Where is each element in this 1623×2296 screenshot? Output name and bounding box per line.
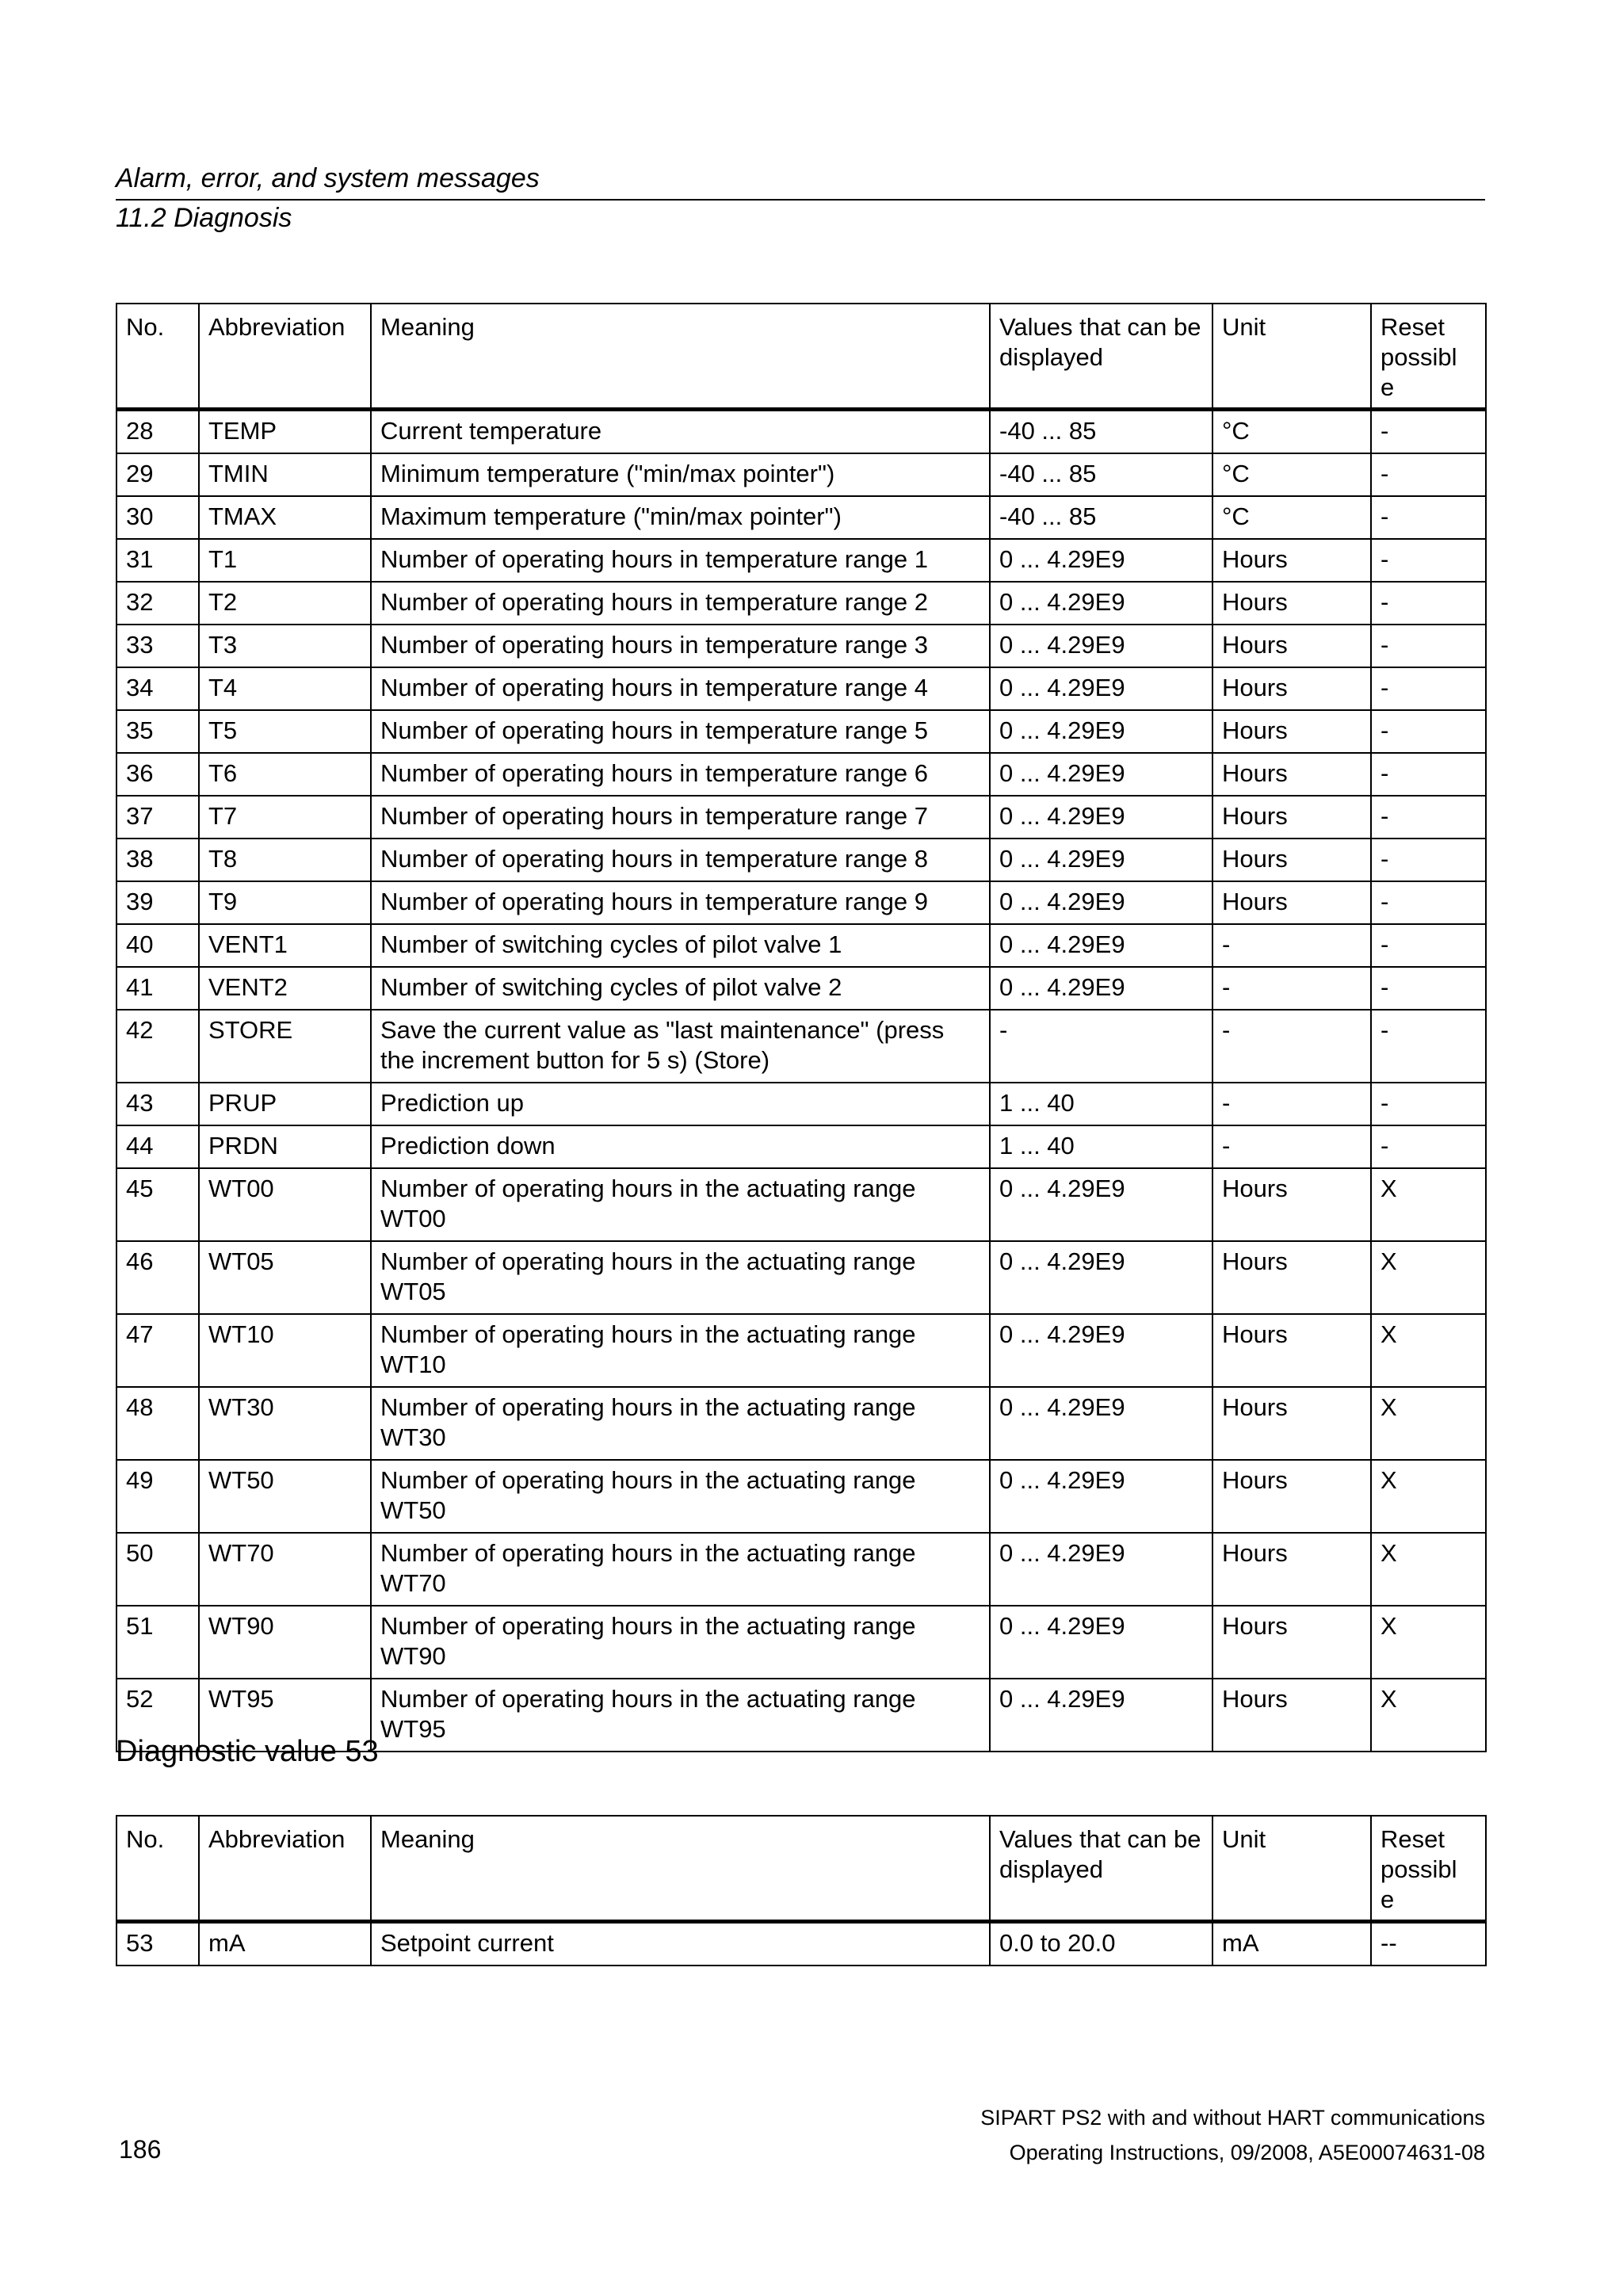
table-row — [116, 967, 1486, 1010]
cell-no: 32 — [116, 582, 199, 625]
cell-meaning: Number of operating hours in the actuating range WT70 — [371, 1533, 990, 1606]
cell-unit: Hours — [1212, 1168, 1371, 1241]
cell-no: 51 — [116, 1606, 199, 1679]
cell-meaning: Save the current value as "last maintenance" (press the increment button for 5 s) (Store) — [371, 1010, 990, 1083]
table-row — [116, 753, 1486, 796]
cell-reset: X — [1371, 1387, 1486, 1460]
cell-no: 30 — [116, 496, 199, 539]
cell-reset: X — [1371, 1168, 1486, 1241]
cell-abbreviation: T6 — [199, 753, 371, 796]
cell-values: 0 ... 4.29E9 — [990, 967, 1212, 1010]
cell-reset: - — [1371, 496, 1486, 539]
table-row — [116, 1606, 1486, 1679]
cell-values: 0 ... 4.29E9 — [990, 1606, 1212, 1679]
cell-no: 44 — [116, 1125, 199, 1168]
cell-abbreviation: WT00 — [199, 1168, 371, 1241]
cell-values: 0 ... 4.29E9 — [990, 753, 1212, 796]
cell-abbreviation: WT50 — [199, 1460, 371, 1533]
cell-reset: X — [1371, 1533, 1486, 1606]
cell-no: 40 — [116, 924, 199, 967]
cell-no: 36 — [116, 753, 199, 796]
cell-no: 33 — [116, 625, 199, 667]
cell-abbreviation: TEMP — [199, 410, 371, 454]
cell-values: 0 ... 4.29E9 — [990, 667, 1212, 710]
cell-reset: - — [1371, 453, 1486, 496]
diagnostic-values-table — [116, 303, 1487, 1752]
cell-abbreviation: PRUP — [199, 1083, 371, 1125]
table-header-row — [116, 1816, 1486, 1922]
cell-no: 43 — [116, 1083, 199, 1125]
cell-no: 46 — [116, 1241, 199, 1314]
cell-values: 0 ... 4.29E9 — [990, 1533, 1212, 1606]
cell-values: 0.0 to 20.0 — [990, 1922, 1212, 1966]
cell-meaning: Number of operating hours in temperature range 1 — [371, 539, 990, 582]
section-heading: Diagnostic value 53 — [116, 1735, 379, 1768]
cell-unit: Hours — [1212, 1606, 1371, 1679]
cell-reset: -- — [1371, 1922, 1486, 1966]
cell-unit: - — [1212, 1083, 1371, 1125]
cell-values: 0 ... 4.29E9 — [990, 582, 1212, 625]
cell-reset: X — [1371, 1460, 1486, 1533]
cell-no: 48 — [116, 1387, 199, 1460]
table-row — [116, 839, 1486, 881]
cell-abbreviation: WT30 — [199, 1387, 371, 1460]
cell-no: 35 — [116, 710, 199, 753]
table-body — [116, 1922, 1486, 1966]
cell-meaning: Number of operating hours in the actuating range WT00 — [371, 1168, 990, 1241]
table-row — [116, 582, 1486, 625]
table-row — [116, 1922, 1486, 1966]
cell-meaning: Number of switching cycles of pilot valve 1 — [371, 924, 990, 967]
cell-meaning: Number of operating hours in temperature range 5 — [371, 710, 990, 753]
table-row — [116, 453, 1486, 496]
cell-meaning: Number of operating hours in temperature range 7 — [371, 796, 990, 839]
cell-values: 0 ... 4.29E9 — [990, 1460, 1212, 1533]
table-row — [116, 796, 1486, 839]
cell-abbreviation: TMIN — [199, 453, 371, 496]
cell-values: 0 ... 4.29E9 — [990, 710, 1212, 753]
footer-product: SIPART PS2 with and without HART communications — [980, 2106, 1485, 2130]
running-header — [116, 159, 1485, 238]
table-body — [116, 410, 1486, 1752]
cell-unit: Hours — [1212, 839, 1371, 881]
cell-unit: °C — [1212, 496, 1371, 539]
cell-abbreviation: TMAX — [199, 496, 371, 539]
col-header-no: No. — [116, 304, 199, 410]
table-row — [116, 539, 1486, 582]
cell-no: 52 — [116, 1679, 199, 1752]
cell-meaning: Setpoint current — [371, 1922, 990, 1966]
cell-reset: - — [1371, 796, 1486, 839]
table-row — [116, 1533, 1486, 1606]
cell-no: 29 — [116, 453, 199, 496]
table-row — [116, 1168, 1486, 1241]
cell-unit: Hours — [1212, 625, 1371, 667]
cell-meaning: Number of operating hours in the actuating range WT50 — [371, 1460, 990, 1533]
cell-values: 0 ... 4.29E9 — [990, 881, 1212, 924]
table-row — [116, 924, 1486, 967]
cell-meaning: Prediction up — [371, 1083, 990, 1125]
cell-reset: - — [1371, 625, 1486, 667]
cell-abbreviation: VENT2 — [199, 967, 371, 1010]
cell-reset: X — [1371, 1241, 1486, 1314]
cell-unit: Hours — [1212, 539, 1371, 582]
cell-unit: Hours — [1212, 753, 1371, 796]
table-row — [116, 1125, 1486, 1168]
cell-unit: mA — [1212, 1922, 1371, 1966]
table-row — [116, 1241, 1486, 1314]
cell-meaning: Minimum temperature ("min/max pointer") — [371, 453, 990, 496]
col-header-reset: Reset possibl e — [1371, 304, 1486, 410]
chapter-title: Alarm, error, and system messages — [116, 163, 540, 193]
cell-unit: °C — [1212, 410, 1371, 454]
cell-reset: X — [1371, 1679, 1486, 1752]
cell-meaning: Number of operating hours in temperature range 2 — [371, 582, 990, 625]
cell-no: 31 — [116, 539, 199, 582]
table-row — [116, 410, 1486, 454]
cell-reset: - — [1371, 1083, 1486, 1125]
cell-abbreviation: STORE — [199, 1010, 371, 1083]
cell-no: 50 — [116, 1533, 199, 1606]
cell-unit: Hours — [1212, 1533, 1371, 1606]
col-header-reset: Reset possibl e — [1371, 1816, 1486, 1922]
cell-reset: - — [1371, 881, 1486, 924]
cell-unit: - — [1212, 1010, 1371, 1083]
page-footer — [980, 2100, 1485, 2170]
table-row — [116, 1010, 1486, 1083]
col-header-values: Values that can be displayed — [990, 1816, 1212, 1922]
cell-values: 0 ... 4.29E9 — [990, 1168, 1212, 1241]
cell-reset: - — [1371, 753, 1486, 796]
table-row — [116, 1083, 1486, 1125]
cell-reset: - — [1371, 924, 1486, 967]
table-row — [116, 710, 1486, 753]
cell-abbreviation: VENT1 — [199, 924, 371, 967]
cell-meaning: Number of operating hours in temperature range 4 — [371, 667, 990, 710]
cell-unit: Hours — [1212, 881, 1371, 924]
cell-reset: - — [1371, 539, 1486, 582]
cell-values: 0 ... 4.29E9 — [990, 539, 1212, 582]
cell-unit: Hours — [1212, 582, 1371, 625]
col-header-meaning: Meaning — [371, 1816, 990, 1922]
cell-values: -40 ... 85 — [990, 453, 1212, 496]
header-rule — [116, 199, 1485, 201]
cell-abbreviation: T2 — [199, 582, 371, 625]
table-row — [116, 625, 1486, 667]
cell-abbreviation: T9 — [199, 881, 371, 924]
cell-values: 0 ... 4.29E9 — [990, 796, 1212, 839]
cell-values: 0 ... 4.29E9 — [990, 1314, 1212, 1387]
diagnostic-value-53-table — [116, 1815, 1487, 1966]
table-row — [116, 496, 1486, 539]
cell-no: 47 — [116, 1314, 199, 1387]
cell-meaning: Number of operating hours in the actuating range WT30 — [371, 1387, 990, 1460]
col-header-no: No. — [116, 1816, 199, 1922]
cell-unit: Hours — [1212, 1387, 1371, 1460]
cell-abbreviation: T8 — [199, 839, 371, 881]
cell-meaning: Number of switching cycles of pilot valve 2 — [371, 967, 990, 1010]
cell-unit: - — [1212, 1125, 1371, 1168]
col-header-unit: Unit — [1212, 304, 1371, 410]
cell-reset: - — [1371, 839, 1486, 881]
page-number: 186 — [119, 2135, 162, 2164]
cell-values: -40 ... 85 — [990, 496, 1212, 539]
cell-no: 41 — [116, 967, 199, 1010]
footer-document: Operating Instructions, 09/2008, A5E00074631-08 — [1009, 2141, 1485, 2164]
cell-abbreviation: T1 — [199, 539, 371, 582]
cell-unit: Hours — [1212, 1314, 1371, 1387]
cell-reset: - — [1371, 1010, 1486, 1083]
cell-abbreviation: WT95 — [199, 1679, 371, 1752]
cell-meaning: Number of operating hours in the actuating range WT05 — [371, 1241, 990, 1314]
table-row — [116, 1460, 1486, 1533]
cell-reset: X — [1371, 1314, 1486, 1387]
cell-abbreviation: T7 — [199, 796, 371, 839]
cell-values: 0 ... 4.29E9 — [990, 1241, 1212, 1314]
cell-no: 49 — [116, 1460, 199, 1533]
cell-values: - — [990, 1010, 1212, 1083]
cell-reset: - — [1371, 667, 1486, 710]
cell-no: 45 — [116, 1168, 199, 1241]
cell-reset: X — [1371, 1606, 1486, 1679]
table-row — [116, 667, 1486, 710]
table-row — [116, 1314, 1486, 1387]
cell-values: 1 ... 40 — [990, 1125, 1212, 1168]
cell-abbreviation: WT90 — [199, 1606, 371, 1679]
col-header-values: Values that can be displayed — [990, 304, 1212, 410]
cell-meaning: Number of operating hours in temperature range 3 — [371, 625, 990, 667]
table-row — [116, 1387, 1486, 1460]
cell-meaning: Prediction down — [371, 1125, 990, 1168]
cell-no: 37 — [116, 796, 199, 839]
cell-no: 42 — [116, 1010, 199, 1083]
cell-unit: Hours — [1212, 710, 1371, 753]
cell-abbreviation: T5 — [199, 710, 371, 753]
cell-no: 28 — [116, 410, 199, 454]
cell-unit: - — [1212, 967, 1371, 1010]
cell-meaning: Number of operating hours in the actuating range WT10 — [371, 1314, 990, 1387]
cell-abbreviation: PRDN — [199, 1125, 371, 1168]
col-header-abbreviation: Abbreviation — [199, 304, 371, 410]
cell-reset: - — [1371, 710, 1486, 753]
cell-reset: - — [1371, 410, 1486, 454]
col-header-abbreviation: Abbreviation — [199, 1816, 371, 1922]
cell-values: 0 ... 4.29E9 — [990, 1679, 1212, 1752]
cell-unit: Hours — [1212, 796, 1371, 839]
cell-values: 1 ... 40 — [990, 1083, 1212, 1125]
cell-no: 53 — [116, 1922, 199, 1966]
cell-meaning: Current temperature — [371, 410, 990, 454]
col-header-unit: Unit — [1212, 1816, 1371, 1922]
cell-abbreviation: mA — [199, 1922, 371, 1966]
cell-no: 38 — [116, 839, 199, 881]
cell-no: 34 — [116, 667, 199, 710]
cell-values: 0 ... 4.29E9 — [990, 625, 1212, 667]
cell-meaning: Number of operating hours in the actuating range WT90 — [371, 1606, 990, 1679]
section-title: 11.2 Diagnosis — [116, 203, 292, 233]
cell-unit: °C — [1212, 453, 1371, 496]
table-row — [116, 881, 1486, 924]
cell-abbreviation: T4 — [199, 667, 371, 710]
cell-reset: - — [1371, 967, 1486, 1010]
cell-unit: Hours — [1212, 1460, 1371, 1533]
col-header-meaning: Meaning — [371, 304, 990, 410]
cell-abbreviation: WT10 — [199, 1314, 371, 1387]
cell-unit: Hours — [1212, 667, 1371, 710]
cell-unit: - — [1212, 924, 1371, 967]
cell-abbreviation: T3 — [199, 625, 371, 667]
cell-values: 0 ... 4.29E9 — [990, 924, 1212, 967]
table-header-row — [116, 304, 1486, 410]
cell-reset: - — [1371, 582, 1486, 625]
cell-meaning: Maximum temperature ("min/max pointer") — [371, 496, 990, 539]
cell-values: 0 ... 4.29E9 — [990, 1387, 1212, 1460]
cell-values: -40 ... 85 — [990, 410, 1212, 454]
cell-meaning: Number of operating hours in temperature range 8 — [371, 839, 990, 881]
cell-meaning: Number of operating hours in the actuating range WT95 — [371, 1679, 990, 1752]
cell-meaning: Number of operating hours in temperature range 6 — [371, 753, 990, 796]
cell-abbreviation: WT70 — [199, 1533, 371, 1606]
cell-meaning: Number of operating hours in temperature range 9 — [371, 881, 990, 924]
cell-unit: Hours — [1212, 1679, 1371, 1752]
cell-no: 39 — [116, 881, 199, 924]
cell-unit: Hours — [1212, 1241, 1371, 1314]
cell-values: 0 ... 4.29E9 — [990, 839, 1212, 881]
cell-reset: - — [1371, 1125, 1486, 1168]
cell-abbreviation: WT05 — [199, 1241, 371, 1314]
